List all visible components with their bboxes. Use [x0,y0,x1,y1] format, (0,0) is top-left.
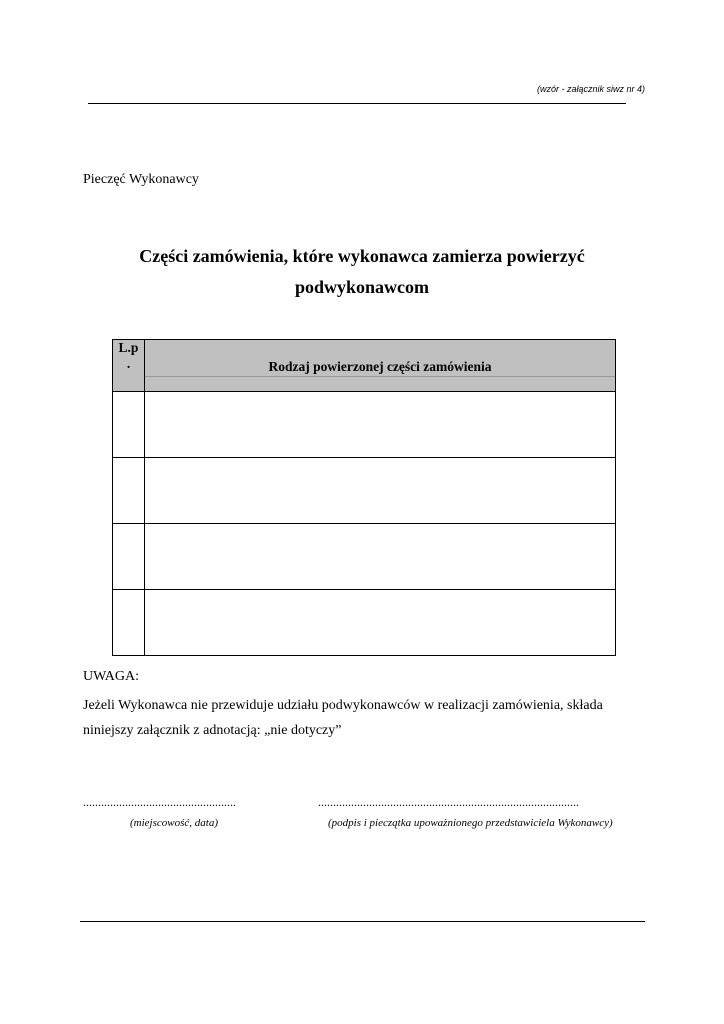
cell-lp[interactable] [113,590,145,656]
header-divider [88,103,626,104]
place-date-caption: (miejscowość, data) [130,817,218,829]
table-header-row [113,340,616,392]
title-line-1: Części zamówienia, które wykonawca zamierza powierzyć [139,246,585,266]
signature-line: ....................................................................................... [318,795,579,809]
table-row [113,458,616,524]
cell-rodzaj[interactable] [145,590,616,656]
note-body: Jeżeli Wykonawca nie przewiduje udziału podwykonawców w realizacji zamówienia, składa niniejszy załącznik z adnotacją: „nie dotyczy” [83,698,603,738]
page-title [100,241,624,303]
footer-divider [80,921,645,922]
attachment-note: (wzór - załącznik siwz nr 4) [536,84,645,94]
column-header-lp-line2: . [126,356,131,371]
note-heading: UWAGA: [83,669,139,684]
cell-rodzaj[interactable] [145,524,616,590]
cell-lp[interactable] [113,524,145,590]
cell-lp[interactable] [113,392,145,458]
column-header-lp [113,340,145,392]
contractor-stamp-label: Pieczęć Wykonawcy [83,172,199,187]
cell-lp[interactable] [113,458,145,524]
column-header-lp-line1: L.p [118,340,139,355]
table-row [113,392,616,458]
title-line-2: podwykonawcom [294,277,430,297]
table-row [113,524,616,590]
column-header-rodzaj [145,340,616,392]
place-date-line: ................................................... [83,795,236,809]
cell-rodzaj[interactable] [145,392,616,458]
signature-caption: (podpis i pieczątka upoważnionego przedstawiciela Wykonawcy) [328,817,613,829]
column-header-rodzaj-label: Rodzaj powierzonej części zamówienia [145,359,615,377]
subcontracted-parts-table [112,339,616,656]
cell-rodzaj[interactable] [145,458,616,524]
table-row [113,590,616,656]
